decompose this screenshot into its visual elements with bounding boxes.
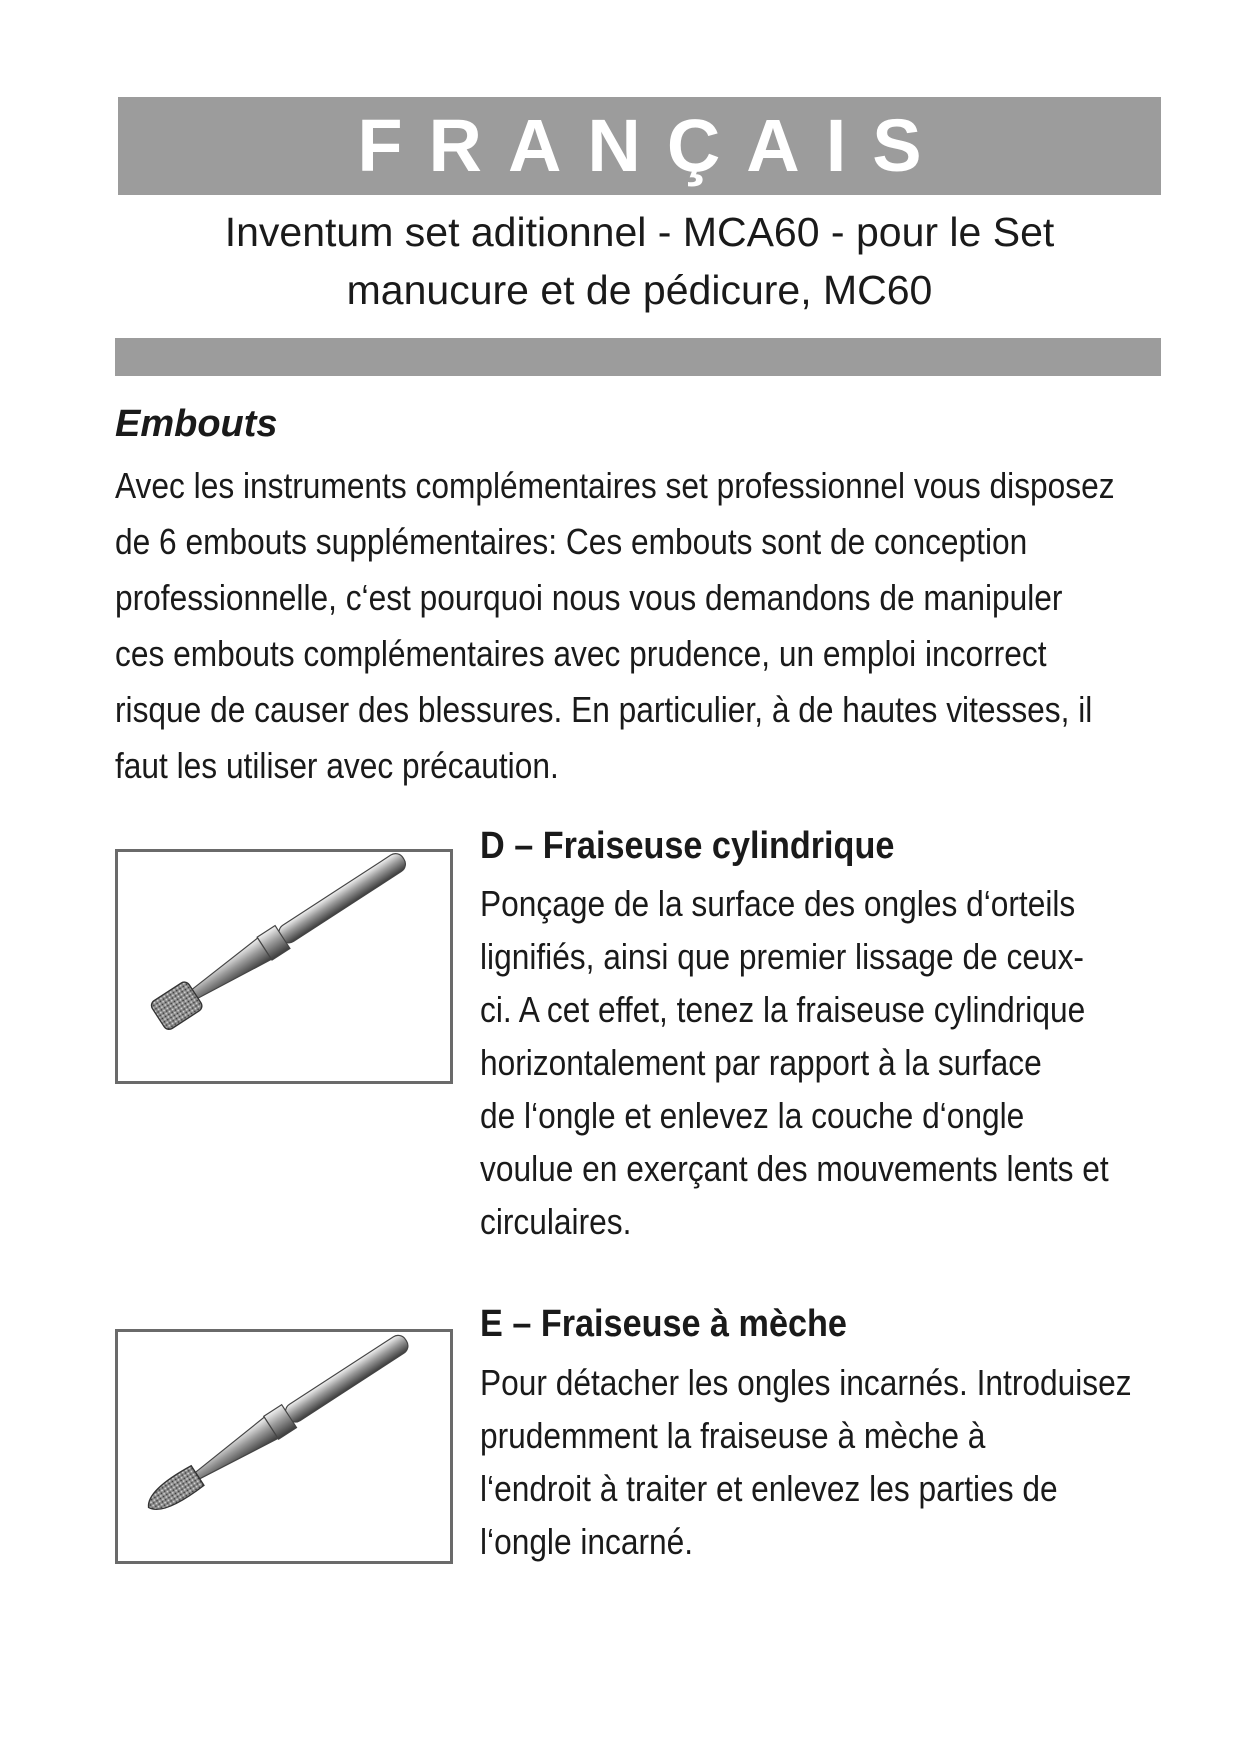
intro-line: de 6 embouts supplémentaires: Ces embouts sont de conception bbox=[115, 521, 1028, 562]
intro-line: ces embouts complémentaires avec prudence, un emploi incorrect bbox=[115, 633, 1047, 674]
item-d-line: ci. A cet effet, tenez la fraiseuse cylindrique bbox=[480, 989, 1086, 1030]
item-d-line: horizontalement par rapport à la surface bbox=[480, 1042, 1042, 1083]
intro-line: faut les utiliser avec précaution. bbox=[115, 745, 559, 786]
subtitle-line: Inventum set aditionnel - MCA60 - pour le Set bbox=[224, 209, 1055, 255]
item-d-line: lignifiés, ainsi que premier lissage de ceux- bbox=[480, 936, 1084, 977]
item-e-line: prudemment la fraiseuse à mèche à bbox=[480, 1415, 986, 1456]
section-heading: Embouts bbox=[115, 403, 278, 445]
divider-bar bbox=[115, 338, 1161, 376]
item-e-line: l‘ongle incarné. bbox=[480, 1521, 694, 1562]
item-e-line: l‘endroit à traiter et enlevez les parties de bbox=[480, 1468, 1058, 1509]
language-title: FRANÇAIS bbox=[357, 104, 948, 187]
language-banner bbox=[118, 97, 1161, 195]
item-d-line: voulue en exerçant des mouvements lents et bbox=[480, 1148, 1109, 1189]
subtitle-line: manucure et de pédicure, MC60 bbox=[346, 267, 933, 313]
item-d-line: de l‘ongle et enlevez la couche d‘ongle bbox=[480, 1095, 1025, 1136]
cone-burr-icon bbox=[118, 1332, 450, 1561]
item-e-title: E – Fraiseuse à mèche bbox=[480, 1303, 847, 1345]
intro-line: Avec les instruments complémentaires set professionnel vous disposez bbox=[115, 465, 1115, 506]
item-d-title: D – Fraiseuse cylindrique bbox=[480, 825, 895, 867]
intro-line: professionnelle, c‘est pourquoi nous vous demandons de manipuler bbox=[115, 577, 1063, 618]
item-d-line: Ponçage de la surface des ongles d‘orteils bbox=[480, 883, 1076, 924]
cone-burr-image bbox=[115, 1329, 453, 1564]
cylindrical-burr-image bbox=[115, 849, 453, 1084]
intro-line: risque de causer des blessures. En particulier, à de hautes vitesses, il bbox=[115, 689, 1093, 730]
product-subtitle bbox=[118, 203, 1161, 319]
item-d-description bbox=[480, 877, 1200, 1248]
cylindrical-burr-icon bbox=[118, 852, 450, 1081]
item-d-line: circulaires. bbox=[480, 1201, 632, 1242]
intro-paragraph bbox=[115, 458, 1175, 794]
item-e-description bbox=[480, 1356, 1200, 1568]
item-e-line: Pour détacher les ongles incarnés. Introduisez bbox=[480, 1362, 1132, 1403]
